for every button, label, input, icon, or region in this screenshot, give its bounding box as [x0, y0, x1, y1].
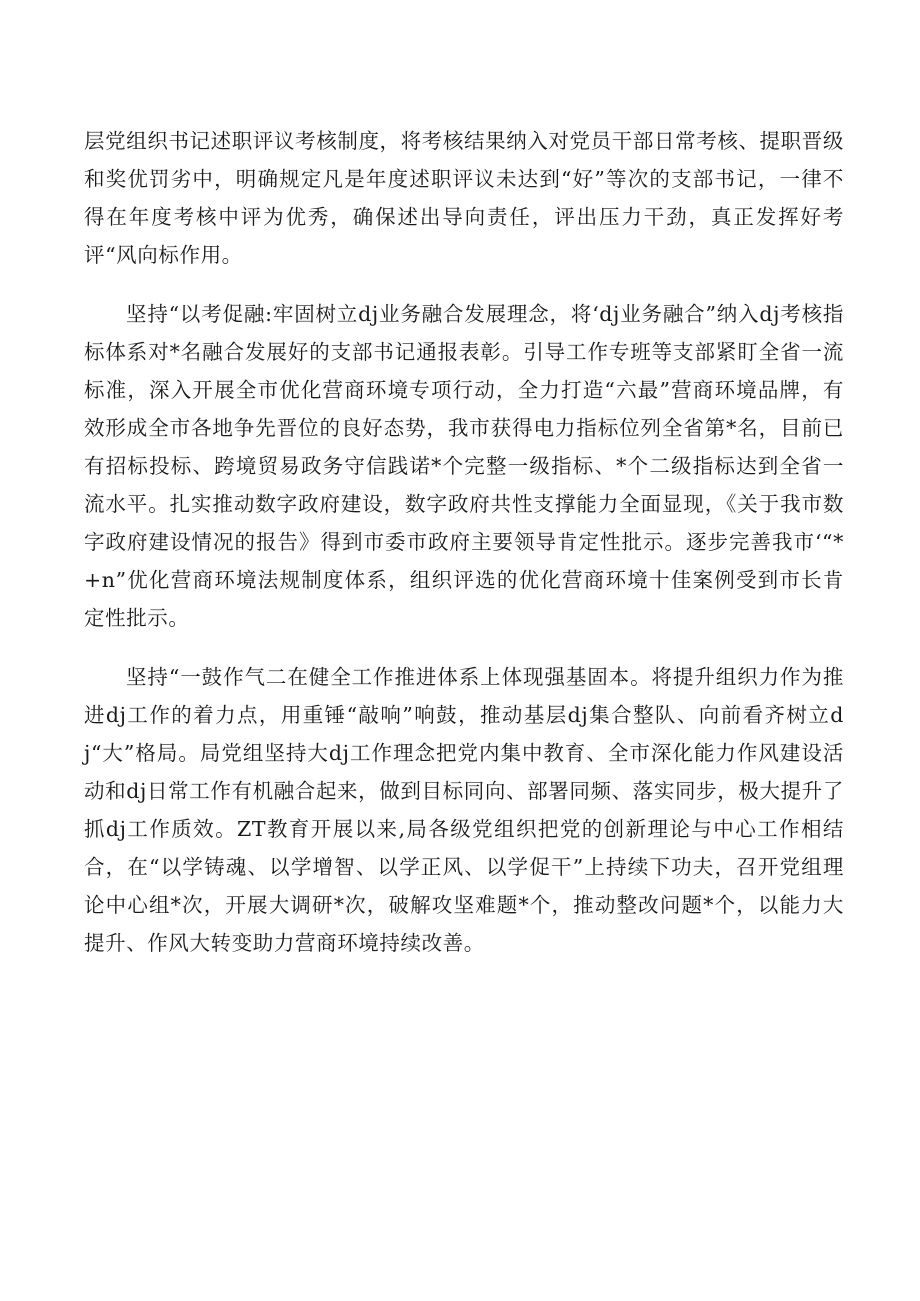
- document-body: [84, 122, 844, 983]
- paragraph-1: 层党组织书记述职评议考核制度，将考核结果纳入对党员干部日常考核、提职晋级和奖优罚劣中，明确规定凡是年度述职评议未达到“好”等次的支部书记，一律不得在年度考核中评为优秀，确保述出导向责任，评出压力干劲，真正发挥好考评“风向标作用。: [84, 129, 844, 267]
- paragraph-2: 坚持“以考促融:牢固树立dj业务融合发展理念，将‘dj业务融合”纳入dj考核指标体系对*名融合发展好的支部书记通报表彰。引导工作专班等支部紧盯全省一流标准，深入开展全市优化营商环境专项行动，全力打造“六最”营商环境品牌，有效形成全市各地争先晋位的良好态势，我市获得电力指标位列全省第*名，目前已有招标投标、跨境贸易政务守信践诺*个完整一级指标、*个二级指标达到全省一流水平。扎实推动数字政府建设，数字政府共性支撑能力全面显现，《关于我市数字政府建设情况的报告》得到市委市政府主要领导肯定性批示。逐步完善我市‘“*+n”优化营商环境法规制度体系，组织评选的优化营商环境十佳案例受到市长肯定性批示。: [84, 302, 844, 630]
- paragraph-3: 坚持“一鼓作气二在健全工作推进体系上体现强基固本。将提升组织力作为推进dj工作的着力点，用重锤“敲响”响鼓，推动基层dj集合整队、向前看齐树立dj“大”格局。局党组坚持大dj工作理念把党内集中教育、全市深化能力作风建设活动和dj日常工作有机融合起来，做到目标同向、部署同频、落实同步，极大提升了抓dj工作质效。ZT教育开展以来,局各级党组织把党的创新理论与中心工作相结合，在“以学铸魂、以学增智、以学正风、以学促干”上持续下功夫，召开党组理论中心组*次，开展大调研*次，破解攻坚难题*个，推动整改问题*个，以能力大提升、作风大转变助力营商环境持续改善。: [84, 665, 844, 955]
